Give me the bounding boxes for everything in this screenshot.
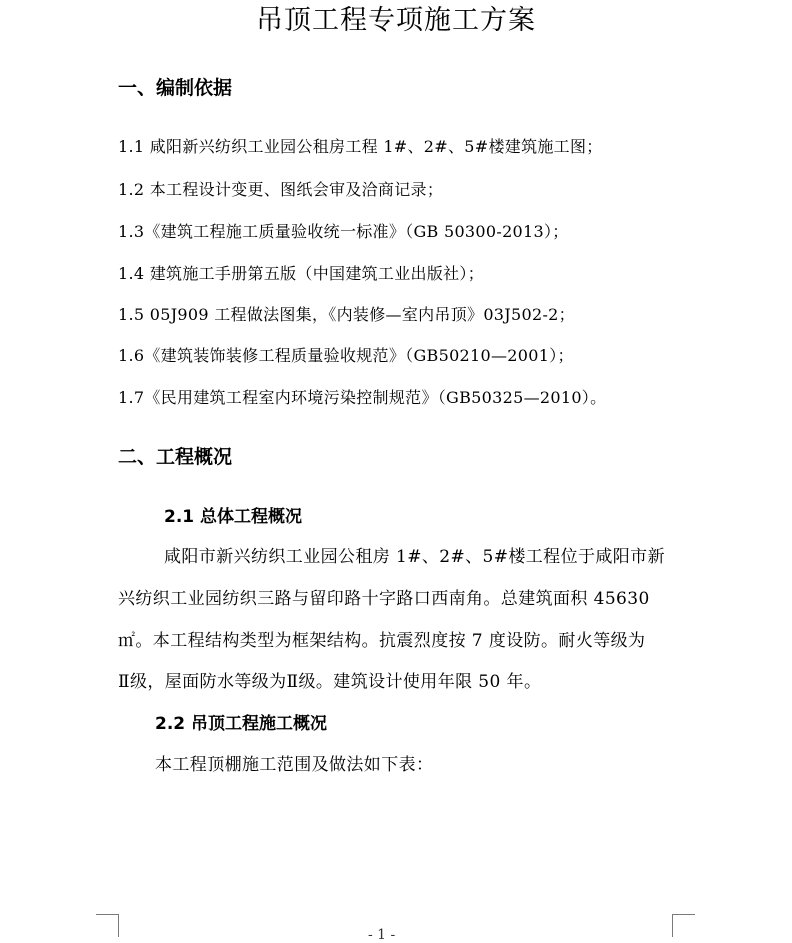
basis-item-4: 1.4 建筑施工手册第五版（中国建筑工业出版社）； xyxy=(118,264,485,283)
basis-item-3: 1.3《建筑工程施工质量验收统一标准》（GB 50300-2013）； xyxy=(118,222,569,241)
section-heading-overview: 二、工程概况 xyxy=(118,446,233,468)
basis-item-5: 1.5 05J909 工程做法图集，《内装修—室内吊顶》03J502-2； xyxy=(118,305,575,324)
paragraph-line-1: 咸阳市新兴纺织工业园公租房 1#、2#、5#楼工程位于咸阳市新 xyxy=(164,547,665,567)
basis-item-6: 1.6《建筑装饰装修工程质量验收规范》（GB50210—2001）； xyxy=(118,346,574,365)
document-title: 吊顶工程专项施工方案 xyxy=(256,5,536,36)
page-corner-mark-right xyxy=(672,914,695,937)
page-number: - 1 - xyxy=(368,927,396,943)
page-corner-mark-left xyxy=(96,914,119,937)
section-heading-basis: 一、编制依据 xyxy=(118,77,233,99)
paragraph-line-3: ㎡。本工程结构类型为框架结构。抗震烈度按 7 度设防。耐火等级为 xyxy=(118,631,646,651)
paragraph-ceiling-intro: 本工程顶棚施工范围及做法如下表： xyxy=(155,755,434,775)
basis-item-2: 1.2 本工程设计变更、图纸会审及洽商记录； xyxy=(118,180,444,199)
paragraph-line-2: 兴纺织工业园纺织三路与留印路十字路口西南角。总建筑面积 45630 xyxy=(118,589,650,609)
basis-item-1: 1.1 咸阳新兴纺织工业园公租房工程 1#、2#、5#楼建筑施工图； xyxy=(118,137,603,156)
paragraph-line-4: Ⅱ级，屋面防水等级为Ⅱ级。建筑设计使用年限 50 年。 xyxy=(118,672,542,692)
subsection-heading-general: 2.1 总体工程概况 xyxy=(164,507,303,527)
subsection-heading-ceiling: 2.2 吊顶工程施工概况 xyxy=(155,714,328,734)
basis-item-7: 1.7《民用建筑工程室内环境污染控制规范》（GB50325—2010）。 xyxy=(118,388,607,407)
